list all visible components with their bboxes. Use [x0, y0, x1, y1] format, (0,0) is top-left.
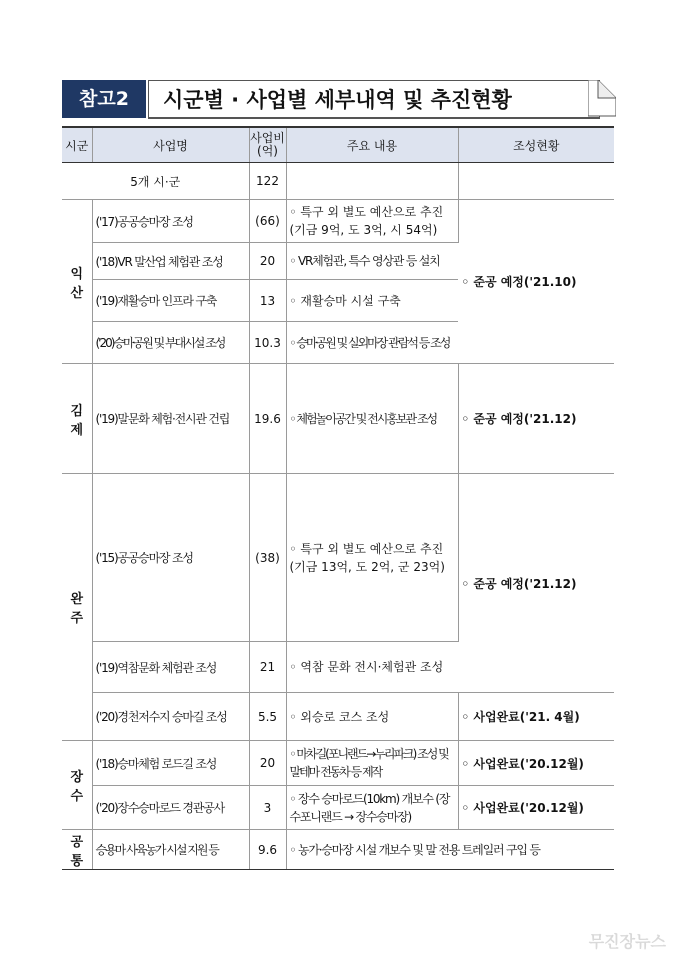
project-content: ◦ 승마공원 및 실외마장 관람석 등 조성 [286, 322, 458, 364]
project-content: ◦ 재활승마 시설 구축 [286, 280, 458, 322]
project-content: ◦ 역참 문화 전시·체험관 조성 [286, 642, 458, 693]
project-table [62, 126, 614, 870]
table-row [62, 474, 614, 642]
project-status: ◦ 사업완료('20.12월) [458, 741, 614, 786]
table-header-row [62, 127, 614, 163]
project-status: ◦ 준공 예정('21.12) [458, 364, 614, 474]
region-gimje: 김제 [62, 364, 92, 474]
project-cost: 3 [249, 786, 286, 830]
project-content: ◦ 장수 승마로드(10km) 개보수 (장수포니랜드 → 장수승마장) [286, 786, 458, 830]
project-cost: 19.6 [249, 364, 286, 474]
project-name: ('19)재활승마 인프라 구축 [92, 280, 249, 322]
project-content: ◦ 특구 외 별도 예산으로 추진 (기금 13억, 도 2억, 군 23억) [286, 474, 458, 642]
table-row [62, 741, 614, 786]
table-row [62, 830, 614, 870]
project-name: ('19)말문화 체험·전시관 건립 [92, 364, 249, 474]
col-header-region: 시군 [62, 127, 92, 163]
project-cost: 21 [249, 642, 286, 693]
project-name: ('20)승마공원 및 부대시설 조성 [92, 322, 249, 364]
project-name: 승용마 사육농가 시설 지원 등 [92, 830, 249, 870]
project-content: ◦ 농가·승마장 시설 개보수 및 말 전용 트레일러 구입 등 [286, 830, 614, 870]
project-status: ◦ 사업완료('21. 4월) [458, 693, 614, 741]
project-name: ('15)공공승마장 조성 [92, 474, 249, 642]
table-row [62, 693, 614, 741]
table-row-total [62, 163, 614, 200]
project-name: ('18)승마체험 로드길 조성 [92, 741, 249, 786]
table-row [62, 200, 614, 243]
project-name: ('18)VR 말산업 체험관 조성 [92, 243, 249, 280]
col-header-status: 조성현황 [458, 127, 614, 163]
empty-cell [458, 163, 614, 200]
project-name: ('20)경천저수지 승마길 조성 [92, 693, 249, 741]
table-row [62, 364, 614, 474]
project-cost: (66) [249, 200, 286, 243]
project-content: ◦ 특구 외 별도 예산으로 추진 (기금 9억, 도 3억, 시 54억) [286, 200, 458, 243]
section-header [62, 80, 614, 118]
project-cost: 9.6 [249, 830, 286, 870]
project-cost: 13 [249, 280, 286, 322]
total-cost: 122 [249, 163, 286, 200]
title-box [148, 80, 600, 119]
project-name: ('20)장수승마로드 경관공사 [92, 786, 249, 830]
project-content: ◦ VR체험관, 특수 영상관 등 설치 [286, 243, 458, 280]
project-cost: 20 [249, 243, 286, 280]
col-header-cost: 사업비(억) [249, 127, 286, 163]
total-label: 5개 시·군 [62, 163, 249, 200]
project-content: ◦ 마차길(포니랜드→누리파크) 조성 및 말테마 전동차 등 제작 [286, 741, 458, 786]
reference-badge: 참고2 [62, 80, 146, 118]
project-cost: 10.3 [249, 322, 286, 364]
project-cost: 5.5 [249, 693, 286, 741]
region-wanju: 완주 [62, 474, 92, 741]
project-cost: 20 [249, 741, 286, 786]
region-common: 공통 [62, 830, 92, 870]
folded-corner-icon [588, 80, 616, 118]
region-jangsu: 장수 [62, 741, 92, 830]
project-cost: (38) [249, 474, 286, 642]
col-header-project: 사업명 [92, 127, 249, 163]
project-status: ◦ 사업완료('20.12월) [458, 786, 614, 830]
project-content: ◦ 체험놀이공간 및 전시홍보관 조성 [286, 364, 458, 474]
project-status: ◦ 준공 예정('21.10) [458, 200, 614, 364]
table-row [62, 786, 614, 830]
project-status: ◦ 준공 예정('21.12) [458, 474, 614, 693]
region-iksan: 익산 [62, 200, 92, 364]
col-header-content: 주요 내용 [286, 127, 458, 163]
project-name: ('19)역참문화 체험관 조성 [92, 642, 249, 693]
page-title: 시군별 · 사업별 세부내역 및 추진현황 [163, 88, 512, 112]
empty-cell [286, 163, 458, 200]
watermark-logo: 무진장뉴스 [588, 932, 666, 951]
project-content: ◦ 외승로 코스 조성 [286, 693, 458, 741]
project-name: ('17)공공승마장 조성 [92, 200, 249, 243]
